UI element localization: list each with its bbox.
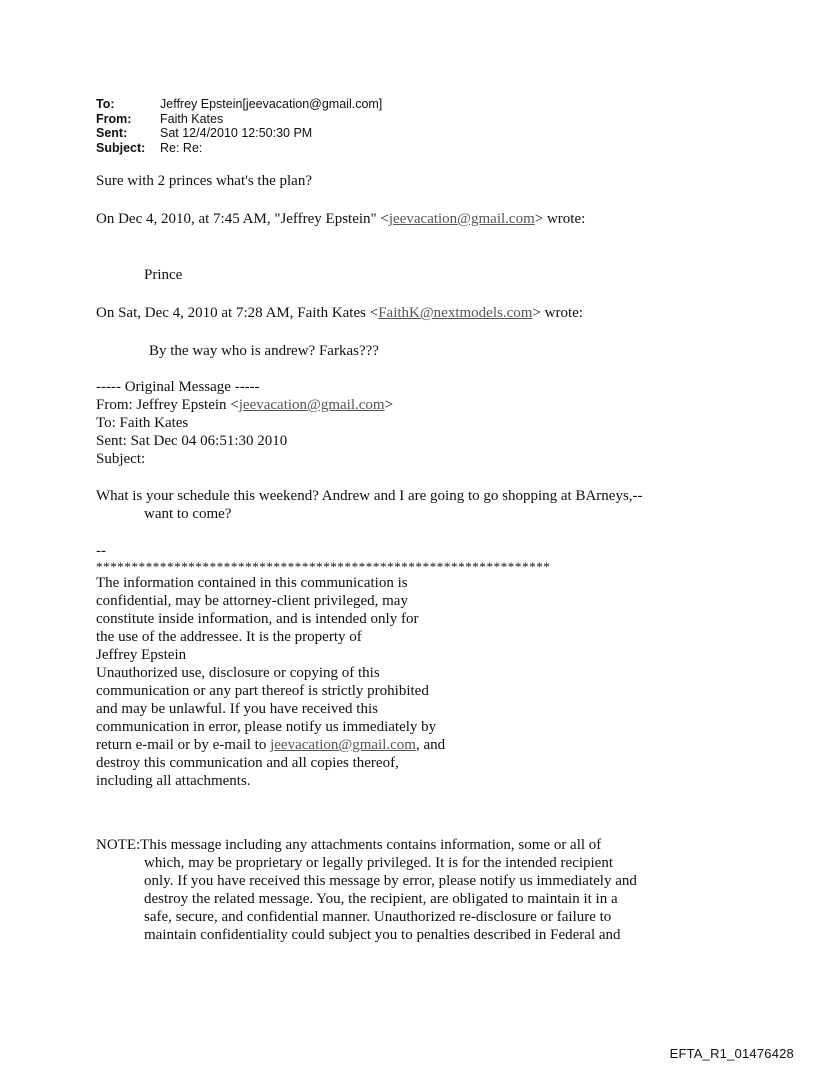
original-subject: Subject: — [96, 451, 146, 467]
disclaimer-destroy-line: destroy this communication and all copies thereof, — [96, 755, 399, 771]
note-line: safe, secure, and confidential manner. Unauthorized re-disclosure or failure to — [144, 909, 612, 925]
disclaimer-line: communication or any part thereof is strictly prohibited — [96, 683, 429, 699]
to-label: To: — [96, 97, 115, 111]
message-line-1: What is your schedule this weekend? Andrew and I are going to go shopping at BArneys,-- — [96, 488, 643, 504]
disclaimer-line: and may be unlawful. If you have received this — [96, 701, 378, 717]
to-value: Jeffrey Epstein[jeevacation@gmail.com] — [160, 97, 383, 111]
original-message — [96, 378, 393, 468]
original-from-pre: From: Jeffrey Epstein < — [96, 397, 239, 413]
disclaimer-line: confidential, may be attorney-client privileged, may — [96, 593, 408, 609]
sent-label: Sent: — [96, 126, 128, 140]
sent-value: Sat 12/4/2010 12:50:30 PM — [160, 126, 313, 140]
note-line: maintain confidentiality could subject you to penalties described in Federal and — [144, 927, 621, 943]
return-pre: return e-mail or by e-mail to — [96, 737, 271, 753]
subject-value: Re: Re: — [160, 140, 203, 155]
original-sent: Sent: Sat Dec 04 06:51:30 2010 — [96, 433, 288, 449]
disclaimer-line: Unauthorized use, disclosure or copying of this — [96, 665, 380, 681]
from-value: Faith Kates — [160, 111, 224, 126]
quote2-email-link[interactable]: FaithK@nextmodels.com — [378, 305, 533, 321]
disclaimer-email-link[interactable]: jeevacation@gmail.com — [270, 737, 416, 753]
quote1-email-link[interactable]: jeevacation@gmail.com — [388, 211, 535, 227]
disclaimer-line: Jeffrey Epstein — [96, 647, 187, 663]
email-header — [96, 97, 382, 155]
original-to: To: Faith Kates — [96, 415, 189, 431]
document-id: EFTA_R1_01476428 — [669, 1046, 794, 1061]
quote1-post: > wrote: — [534, 211, 586, 227]
subject-label: Subject: — [96, 140, 146, 155]
quote2-post: > wrote: — [532, 305, 583, 321]
disclaimer-line: the use of the addressee. It is the property of — [96, 629, 362, 645]
message-line-2: want to come? — [144, 506, 232, 522]
reply-line: Sure with 2 princes what's the plan? — [96, 173, 312, 189]
header-from-row — [96, 112, 382, 127]
note-line: destroy the related message. You, the recipient, are obligated to maintain it in a — [144, 891, 618, 907]
note-line: which, may be proprietary or legally privileged. It is for the intended recipient — [144, 855, 614, 871]
original-from-email-link[interactable]: jeevacation@gmail.com — [238, 397, 385, 413]
from-label: From: — [96, 111, 132, 126]
disclaimer-line: constitute inside information, and is intended only for — [96, 611, 419, 627]
quote1-pre: On Dec 4, 2010, at 7:45 AM, "Jeffrey Epstein" < — [96, 211, 389, 227]
note — [96, 836, 637, 944]
disclaimer-line: The information contained in this communication is — [96, 575, 408, 591]
disclaimer-stars: **************************************************************** — [96, 559, 551, 574]
andrew-line: By the way who is andrew? Farkas??? — [149, 343, 379, 359]
quote2-attribution — [96, 304, 583, 322]
original-from-post: > — [384, 397, 394, 413]
header-to-row — [96, 97, 382, 112]
original-heading: ----- Original Message ----- — [96, 379, 260, 395]
header-subject-row — [96, 141, 382, 156]
disclaimer — [96, 542, 550, 790]
original-from — [96, 396, 393, 414]
note-line: only. If you have received this message by error, please notify us immediately and — [144, 873, 637, 889]
quote1-attribution — [96, 210, 585, 228]
prince-line: Prince — [144, 267, 183, 283]
quote2-pre: On Sat, Dec 4, 2010 at 7:28 AM, Faith Kates < — [96, 305, 379, 321]
disclaimer-line: communication in error, please notify us immediately by — [96, 719, 437, 735]
disclaimer-return-line — [96, 736, 550, 754]
return-post: , and — [415, 737, 446, 753]
disclaimer-attachments-line: including all attachments. — [96, 773, 251, 789]
header-sent-row — [96, 126, 382, 141]
disclaimer-dashes: -- — [96, 543, 106, 559]
note-first-line: NOTE:This message including any attachments contains information, some or all of — [96, 837, 602, 853]
original-message-body — [96, 487, 643, 523]
